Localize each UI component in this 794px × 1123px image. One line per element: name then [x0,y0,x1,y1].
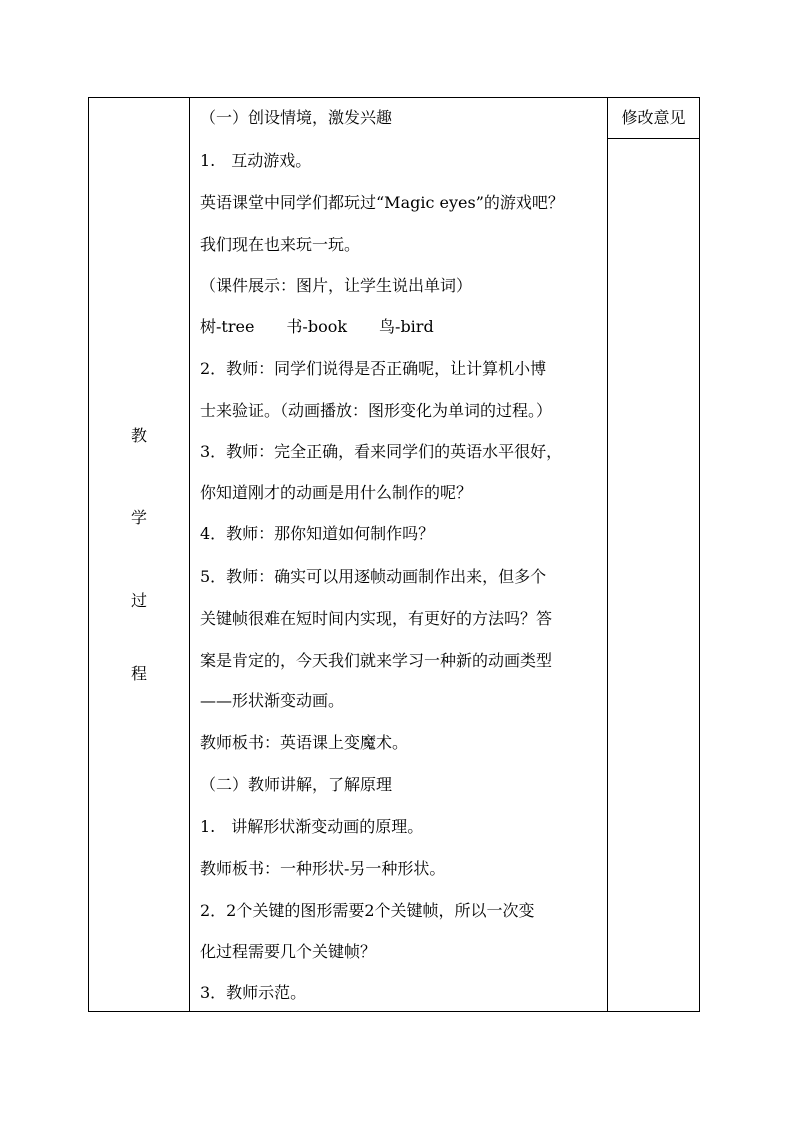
content-line: 教师板书：英语课上变魔术。 [200,733,409,752]
section-heading: （二）教师讲解，了解原理 [200,775,393,794]
content-line: 5．教师：确实可以用逐帧动画制作出来，但多个 [200,567,547,586]
revision-notes-column [608,98,699,1011]
content-line: 树-tree 书-book 鸟-bird [200,317,434,336]
content-line: 1. 讲解形状渐变动画的原理。 [200,817,424,836]
section-label-char: 学 [130,508,147,527]
section-heading: （一）创设情境，激发兴趣 [200,108,393,127]
section-label-column [89,98,190,1011]
content-line: 我们现在也来玩一玩。 [200,235,361,254]
section-label-char: 过 [130,591,147,610]
content-line: 教师板书：一种形状-另一种形状。 [200,859,446,878]
content-line: 2．2个关键的图形需要2个关键帧，所以一次变 [200,901,535,920]
content-line: 3．教师示范。 [200,983,307,1002]
section-label-char: 程 [130,664,147,683]
content-line: 案是肯定的，今天我们就来学习一种新的动画类型 [200,651,553,670]
content-line: 4．教师：那你知道如何制作吗？ [200,524,435,543]
content-line: （课件展示：图片，让学生说出单词） [200,276,473,295]
content-line: 士来验证。（动画播放：图形变化为单词的过程。） [200,401,553,420]
content-line: 关键帧很难在短时间内实现，有更好的方法吗？答 [200,609,553,628]
lesson-table [88,97,700,1012]
content-line: ——形状渐变动画。 [200,691,345,710]
content-line: 你知道刚才的动画是用什么制作的呢？ [200,483,473,502]
content-line: 2．教师：同学们说得是否正确呢，让计算机小博 [200,359,547,378]
content-line: 英语课堂中同学们都玩过“Magic eyes”的游戏吧？ [200,193,564,212]
content-line: 化过程需要几个关键帧？ [200,942,377,961]
content-line: 3．教师：完全正确，看来同学们的英语水平很好， [200,442,563,461]
section-label-char: 教 [130,426,147,445]
content-line: 1. 互动游戏。 [200,151,312,170]
teaching-process-content [190,98,608,1011]
revision-notes-header: 修改意见 [608,98,699,139]
